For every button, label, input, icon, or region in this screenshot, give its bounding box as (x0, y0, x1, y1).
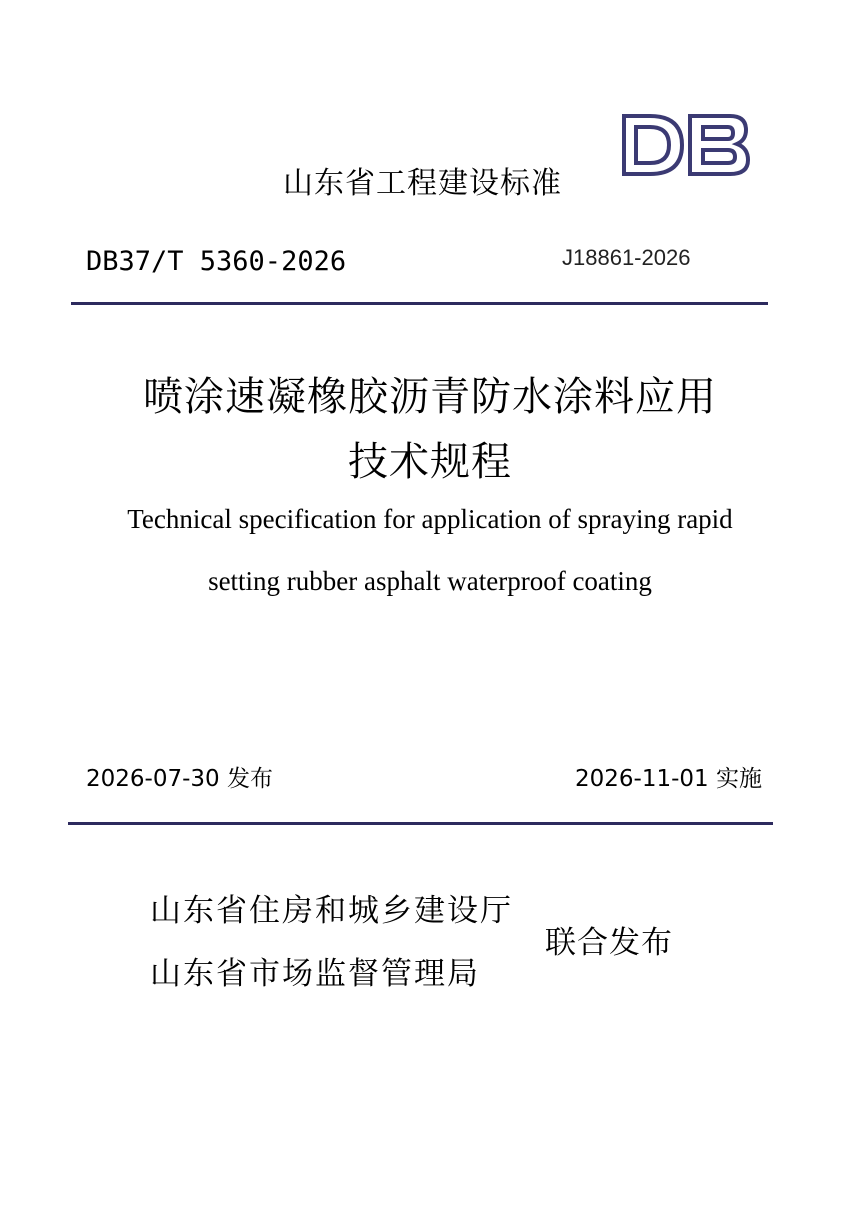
issuer-market-bureau: 山东省市场监督管理局 (150, 956, 480, 992)
title-en-line1: Technical specification for application of spraying rapid (127, 504, 733, 534)
joint-publish-label: 联合发布 (545, 925, 673, 961)
standard-number: DB37/T 5360-2026 (86, 246, 347, 277)
effective-date: 2026-11-01 实施 (575, 766, 762, 792)
top-divider (71, 302, 768, 305)
publish-date: 2026-07-30 发布 (86, 766, 273, 792)
bottom-divider (68, 822, 773, 825)
title-en-line2: setting rubber asphalt waterproof coating (208, 566, 652, 596)
title-cn-line2: 技术规程 (348, 439, 512, 485)
record-number: J18861-2026 (562, 245, 691, 270)
title-cn-line1: 喷涂速凝橡胶沥青防水涂料应用 (143, 374, 717, 420)
db-logo-icon (620, 112, 752, 178)
series-title: 山东省工程建设标准 (283, 166, 562, 201)
issuer-housing-dept: 山东省住房和城乡建设厅 (150, 893, 513, 929)
